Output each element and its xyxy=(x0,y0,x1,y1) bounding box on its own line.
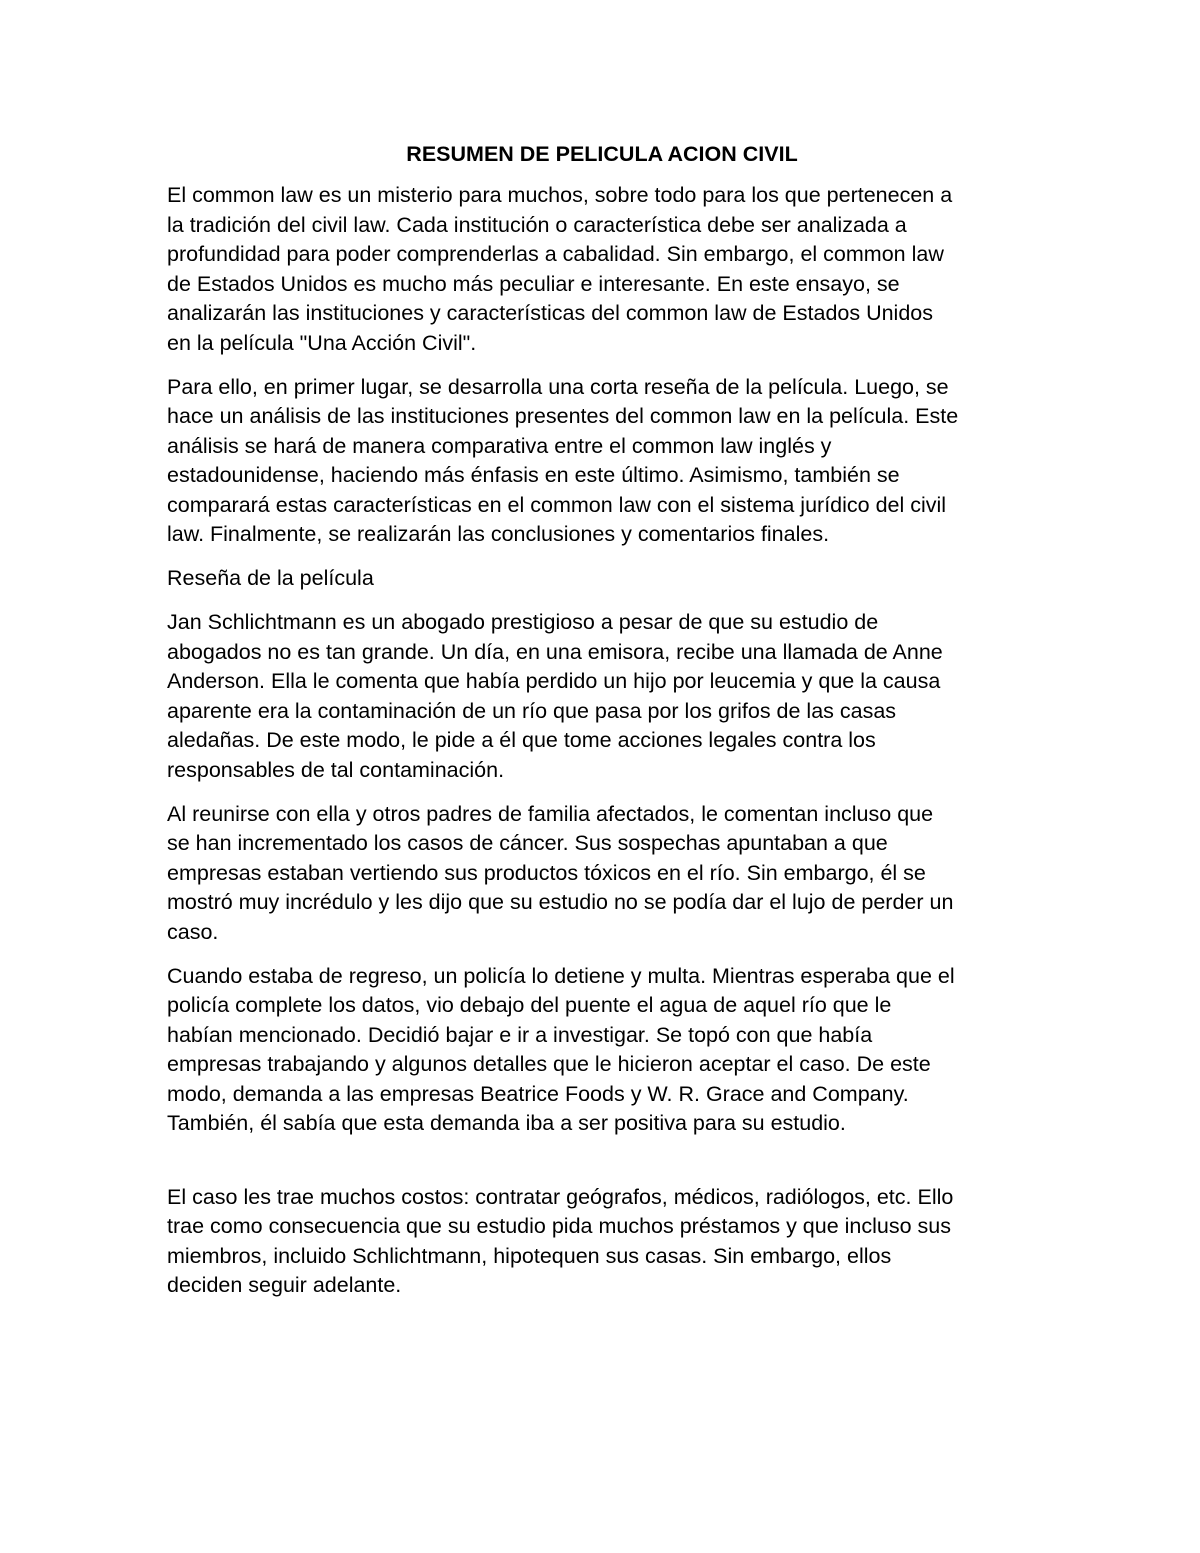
text-line: Jan Schlichtmann es un abogado prestigioso a pesar de que su estudio de xyxy=(167,610,879,634)
text-line: se han incrementado los casos de cáncer. Sus sospechas apuntaban a que xyxy=(167,831,888,855)
paragraph-review-4 xyxy=(167,1183,1037,1301)
text-line: comparará estas características en el common law con el sistema jurídico del civil xyxy=(167,492,947,517)
text-line: trae como consecuencia que su estudio pida muchos préstamos y que incluso sus xyxy=(167,1214,951,1238)
text-line: hace un análisis de las instituciones presentes del common law en la película. Este xyxy=(167,404,959,428)
paragraph-intro xyxy=(167,181,1037,358)
text-line: empresas estaban vertiendo sus productos tóxicos en el río. Sin embargo, él se xyxy=(167,860,926,885)
text-line: la tradición del civil law. Cada institución o característica debe ser analizada a xyxy=(167,212,907,237)
text-line: Al reunirse con ella y otros padres de familia afectados, le comentan incluso que xyxy=(167,801,934,826)
paragraph-review-3 xyxy=(167,962,1037,1139)
text-line: miembros, incluido Schlichtmann, hipotequen sus casas. Sin embargo, ellos xyxy=(167,1243,892,1268)
text-line: Reseña de la película xyxy=(167,566,374,590)
text-line: Anderson. Ella le comenta que había perdido un hijo por leucemia y que la causa xyxy=(167,669,941,693)
text-line: law. Finalmente, se realizarán las conclusiones y comentarios finales. xyxy=(167,522,830,546)
paragraph-outline xyxy=(167,373,1037,550)
text-line: aparente era la contaminación de un río que pasa por los grifos de las casas xyxy=(167,698,897,723)
text-line: profundidad para poder comprenderlas a cabalidad. Sin embargo, el common law xyxy=(167,242,944,266)
text-line: deciden seguir adelante. xyxy=(167,1273,402,1297)
text-line: análisis se hará de manera comparativa entre el common law inglés y xyxy=(167,433,832,458)
text-line: El caso les trae muchos costos: contratar geógrafos, médicos, radiólogos, etc. Ello xyxy=(167,1184,954,1209)
page-title: RESUMEN DE PELICULA ACION CIVIL xyxy=(406,142,798,166)
text-line: caso. xyxy=(167,919,219,944)
text-line: habían mencionado. Decidió bajar e ir a investigar. Se topó con que había xyxy=(167,1022,873,1047)
text-line: aledañas. De este modo, le pide a él que tome acciones legales contra los xyxy=(167,728,876,752)
text-line: El common law es un misterio para muchos, sobre todo para los que pertenecen a xyxy=(167,183,953,207)
text-line: responsables de tal contaminación. xyxy=(167,757,505,782)
text-line: Para ello, en primer lugar, se desarrolla una corta reseña de la película. Luego, se xyxy=(167,374,949,399)
text-line: analizarán las instituciones y características del common law de Estados Unidos xyxy=(167,301,934,325)
text-line: empresas trabajando y algunos detalles que le hicieron aceptar el caso. De este xyxy=(167,1052,931,1076)
text-line: policía complete los datos, vio debajo del puente el agua de aquel río que le xyxy=(167,993,892,1017)
text-line: modo, demanda a las empresas Beatrice Foods y W. R. Grace and Company. xyxy=(167,1081,909,1106)
paragraph-review-1 xyxy=(167,608,1037,785)
text-line: estadounidense, haciendo más énfasis en este último. Asimismo, también se xyxy=(167,463,900,487)
text-line: de Estados Unidos es mucho más peculiar e interesante. En este ensayo, se xyxy=(167,271,900,296)
text-line: en la película "Una Acción Civil". xyxy=(167,330,477,355)
paragraph-review-2 xyxy=(167,800,1037,948)
text-line: abogados no es tan grande. Un día, en una emisora, recibe una llamada de Anne xyxy=(167,639,943,664)
section-heading xyxy=(167,564,1037,594)
text-line: Cuando estaba de regreso, un policía lo detiene y multa. Mientras esperaba que el xyxy=(167,963,955,988)
document-body xyxy=(167,139,1037,1315)
blank-line xyxy=(167,1153,1037,1183)
text-line: mostró muy incrédulo y les dijo que su estudio no se podía dar el lujo de perder un xyxy=(167,890,954,914)
text-line: También, él sabía que esta demanda iba a ser positiva para su estudio. xyxy=(167,1111,846,1135)
